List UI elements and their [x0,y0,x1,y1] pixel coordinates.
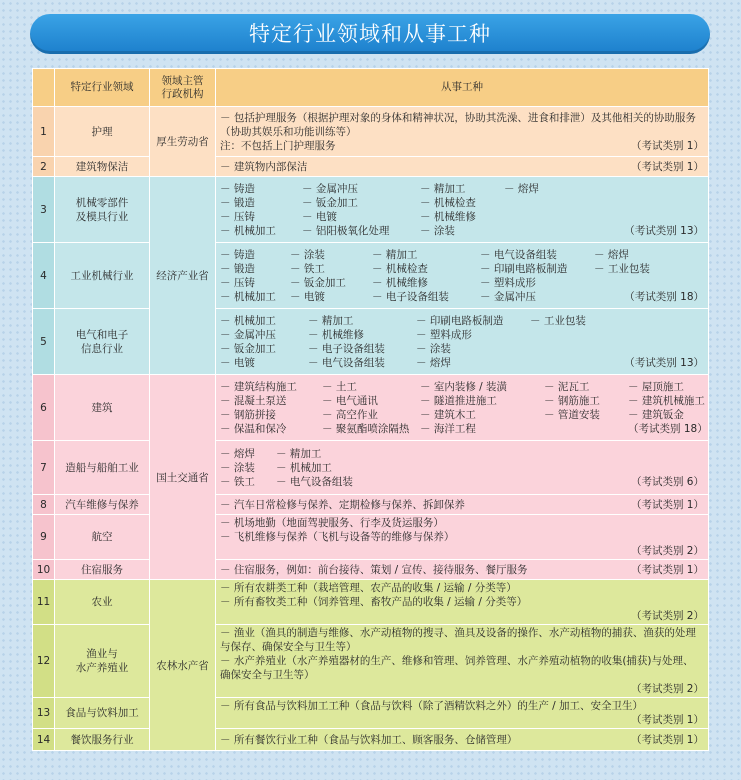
exam-category: （考试类别 2） [630,545,704,557]
job-item: － 土工 [322,380,357,393]
job-item: － 机械检查 [372,262,428,275]
jobs-cell [216,107,709,157]
jobs-cell [216,243,709,309]
job-item [504,224,624,238]
exam-category: （考试类别 13） [624,356,704,369]
job-item: － 泥瓦工 [544,380,590,393]
jobs-cell [216,560,709,580]
job-item: － 工业包装 [594,262,650,275]
job-item [594,290,624,304]
job-item: － 建筑钣金 [628,408,684,421]
jobs-last-line [220,475,704,489]
job-item: － 熔焊 [594,248,629,261]
job-line: － 所有餐饮行业工种（食品与饮料加工、顾客服务、仓储管理） [220,733,518,746]
job-item: － 熔焊 [220,447,255,460]
industry-name: 农业 [55,580,150,625]
job-item: － 铸造 [220,182,255,195]
jobs-grid-line [220,342,704,356]
job-item: － 保温和保冷 [220,422,287,435]
jobs-last-line [220,139,704,153]
header-num [33,69,55,107]
job-item: － 钣金加工 [302,196,358,209]
job-item: － 涂装 [420,224,455,237]
job-item: － 电子设备组装 [308,342,385,355]
jobs-grid-line [220,314,704,328]
job-item: － 熔焊 [504,182,539,195]
job-item: － 电气设备组装 [308,356,385,369]
row-number: 13 [33,698,55,729]
industry-name: 汽车维修与保养 [55,495,150,515]
job-item: － 建筑结构施工 [220,380,297,393]
table-row [33,157,709,177]
industry-name: 造船与船舶工业 [55,441,150,495]
table-header-row [33,69,709,107]
job-item: － 电镀 [220,356,255,369]
row-number: 7 [33,441,55,495]
job-item: － 建筑机械施工 [628,394,705,407]
job-item: － 印刷电路板制造 [416,314,504,327]
table-row [33,580,709,625]
jobs-cell [216,515,709,560]
jobs-grid-line [220,380,704,394]
job-item [504,210,704,224]
job-item: － 涂装 [290,248,325,261]
jobs-grid-line [220,262,704,276]
row-number: 3 [33,177,55,243]
job-item: － 金属冲压 [480,290,536,303]
table-body [33,107,709,751]
industry-name: 建筑 [55,375,150,441]
job-item: － 机械加工 [220,314,276,327]
job-item: － 钢筋施工 [544,394,600,407]
job-item [594,276,704,290]
job-item: － 锻造 [220,262,255,275]
exam-category: （考试类别 1） [630,498,704,511]
table-row [33,560,709,580]
table-row [33,243,709,309]
jobs-grid-line [220,210,704,224]
table-row [33,177,709,243]
job-line: － 建筑物内部保洁 [220,160,308,173]
table-row [33,698,709,729]
job-item: － 工业包装 [530,314,586,327]
job-item: － 海洋工程 [420,422,476,435]
jobs-cell [216,625,709,698]
jobs-cell [216,495,709,515]
jobs-grid-line [220,394,704,408]
exam-category: （考试类别 1） [630,139,704,152]
industry-name: 住宿服务 [55,560,150,580]
exam-category: （考试类别 1） [630,563,704,576]
table-row [33,309,709,375]
job-item: － 精加工 [276,447,322,460]
agency-name: 农林水产省 [150,580,216,751]
header-jobs: 从事工种 [216,69,709,107]
job-line: － 机场地勤（地面驾驶服务、行李及货运服务） [220,517,444,529]
job-item: － 钢筋拼接 [220,408,276,421]
industry-name: 电气和电子 信息行业 [55,309,150,375]
jobs-cell [216,580,709,625]
job-note: 注：不包括上门护理服务 [220,139,336,152]
jobs-cell [216,729,709,751]
job-item: － 室内装修 / 装潢 [420,380,508,393]
jobs-grid-line [220,290,624,304]
jobs-grid-line [220,422,628,436]
industry-name: 建筑物保洁 [55,157,150,177]
job-item: － 隧道推进施工 [420,394,497,407]
jobs-grid-line [220,276,704,290]
agency-name: 经济产业省 [150,177,216,375]
industry-name: 渔业与 水产养殖业 [55,625,150,698]
job-item: － 精加工 [308,314,354,327]
job-item: － 电镀 [290,290,325,303]
jobs-grid-line [220,447,704,461]
job-item: － 压铸 [220,276,255,289]
page-title: 特定行业领域和从事工种 [30,14,710,54]
job-line: － 汽车日常检修与保养、定期检修与保养、拆卸保养 [220,498,465,511]
job-item: － 机械维修 [372,276,428,289]
jobs-grid-line [220,461,704,475]
jobs-grid-line [220,196,704,210]
job-item: － 建筑木工 [420,408,476,421]
job-item: － 电气通讯 [322,394,378,407]
job-item: － 钣金加工 [220,342,276,355]
jobs-cell [216,177,709,243]
jobs-cell [216,157,709,177]
job-item: － 铸造 [220,248,255,261]
jobs-grid-line [220,408,704,422]
job-item: － 精加工 [420,182,466,195]
table-row [33,625,709,698]
job-item [504,196,704,210]
job-item: － 铁工 [220,475,255,488]
industry-name: 航空 [55,515,150,560]
row-number: 11 [33,580,55,625]
agency-name: 国土交通省 [150,375,216,580]
jobs-last-line [220,422,708,436]
jobs-cell [216,309,709,375]
job-item: － 铁工 [290,262,325,275]
job-item: － 聚氨酯喷涂隔热 [322,422,410,435]
job-item: － 金属冲压 [302,182,358,195]
job-item: － 钣金加工 [290,276,346,289]
job-item: － 机械加工 [220,224,276,237]
row-number: 12 [33,625,55,698]
exam-category: （考试类别 2） [630,610,704,622]
job-item: － 涂装 [220,461,255,474]
job-item: － 机械加工 [276,461,332,474]
table-row [33,495,709,515]
row-number: 9 [33,515,55,560]
exam-category: （考试类别 6） [630,475,704,488]
industry-name: 餐饮服务行业 [55,729,150,751]
job-item: － 机械维修 [308,328,364,341]
job-item: － 管道安装 [544,408,600,421]
row-number: 4 [33,243,55,309]
job-item: － 电子设备组装 [372,290,449,303]
industry-name: 食品与饮料加工 [55,698,150,729]
job-item: － 精加工 [372,248,418,261]
job-line: － 渔业（渔具的制造与维修、水产动植物的搜寻、渔具及设备的操作、水产动植物的捕获、渔获的处理与保存、确保安全与卫生等） [220,627,696,653]
exam-category: （考试类别 18） [624,290,704,303]
industry-name: 护理 [55,107,150,157]
exam-category: （考试类别 18） [628,422,708,435]
job-item: － 铝阳极氧化处理 [302,224,390,237]
exam-category: （考试类别 2） [630,683,704,695]
header-industry: 特定行业领域 [55,69,150,107]
jobs-grid-line [220,248,704,262]
job-item: － 金属冲压 [220,328,276,341]
job-line: － 水产养殖业（水产养殖器材的生产、维修和管理、饲养管理、水产养殖动植物的收集(捕获)与处理、确保安全与卫生等） [220,655,694,681]
job-item: － 锻造 [220,196,255,209]
jobs-grid-line [220,328,704,342]
row-number: 5 [33,309,55,375]
row-number: 10 [33,560,55,580]
job-line: － 包括护理服务（根据护理对象的身体和精神状况，协助其洗澡、进食和排泄）及其他相关的协助服务（协助其娱乐和功能训练等） [220,111,696,138]
job-line: － 住宿服务，例如：前台接待、策划 / 宣传、接待服务、餐厅服务 [220,563,528,576]
row-number: 14 [33,729,55,751]
jobs-grid-line [220,182,704,196]
row-number: 2 [33,157,55,177]
job-item: － 塑料成形 [416,328,472,341]
jobs-cell [216,698,709,729]
jobs-cell [216,441,709,495]
jobs-last-line [220,224,704,238]
job-item: － 涂装 [416,342,451,355]
table-row [33,515,709,560]
job-item: － 电气设备组装 [480,248,557,261]
job-item: － 电镀 [302,210,337,223]
job-item: － 电气设备组装 [276,475,353,488]
job-item: － 熔焊 [416,356,451,369]
job-line: － 所有农耕类工种（栽培管理、农产品的收集 / 运输 / 分类等） [220,582,517,594]
jobs-grid-line [220,475,631,489]
row-number: 8 [33,495,55,515]
job-item: － 机械加工 [220,290,276,303]
job-item: － 屋顶施工 [628,380,684,393]
job-item: － 机械维修 [420,210,476,223]
table-row [33,441,709,495]
job-line: － 飞机维修与保养（飞机与设备等的维修与保养） [220,531,455,543]
row-number: 6 [33,375,55,441]
job-line: － 所有畜牧类工种（饲养管理、畜牧产品的收集 / 运输 / 分类等） [220,596,528,608]
job-item: － 压铸 [220,210,255,223]
job-line: － 所有食品与饮料加工工种（食品与饮料（除了酒精饮料之外）的生产 / 加工、安全卫生） [220,700,644,712]
job-item [530,342,704,356]
job-item [530,356,624,370]
industry-table [32,68,709,751]
job-item: － 印刷电路板制造 [480,262,568,275]
header-agency: 领域主管 行政机构 [150,69,216,107]
industry-name: 工业机械行业 [55,243,150,309]
table-row [33,107,709,157]
industry-name: 机械零部件 及模具行业 [55,177,150,243]
row-number: 1 [33,107,55,157]
job-item: － 机械检查 [420,196,476,209]
job-item [544,422,624,436]
exam-category: （考试类别 1） [630,714,704,726]
exam-category: （考试类别 1） [630,733,704,746]
jobs-cell [216,375,709,441]
exam-category: （考试类别 13） [624,224,704,237]
jobs-last-line [220,290,704,304]
job-item [530,328,704,342]
job-item: － 混凝土泵送 [220,394,287,407]
jobs-last-line [220,356,704,370]
jobs-grid-line [220,224,624,238]
table-row [33,729,709,751]
table-row [33,375,709,441]
jobs-grid-line [220,356,624,370]
agency-name: 厚生劳动省 [150,107,216,177]
job-item: － 高空作业 [322,408,378,421]
job-item: － 塑料成形 [480,276,536,289]
exam-category: （考试类别 1） [630,160,704,173]
